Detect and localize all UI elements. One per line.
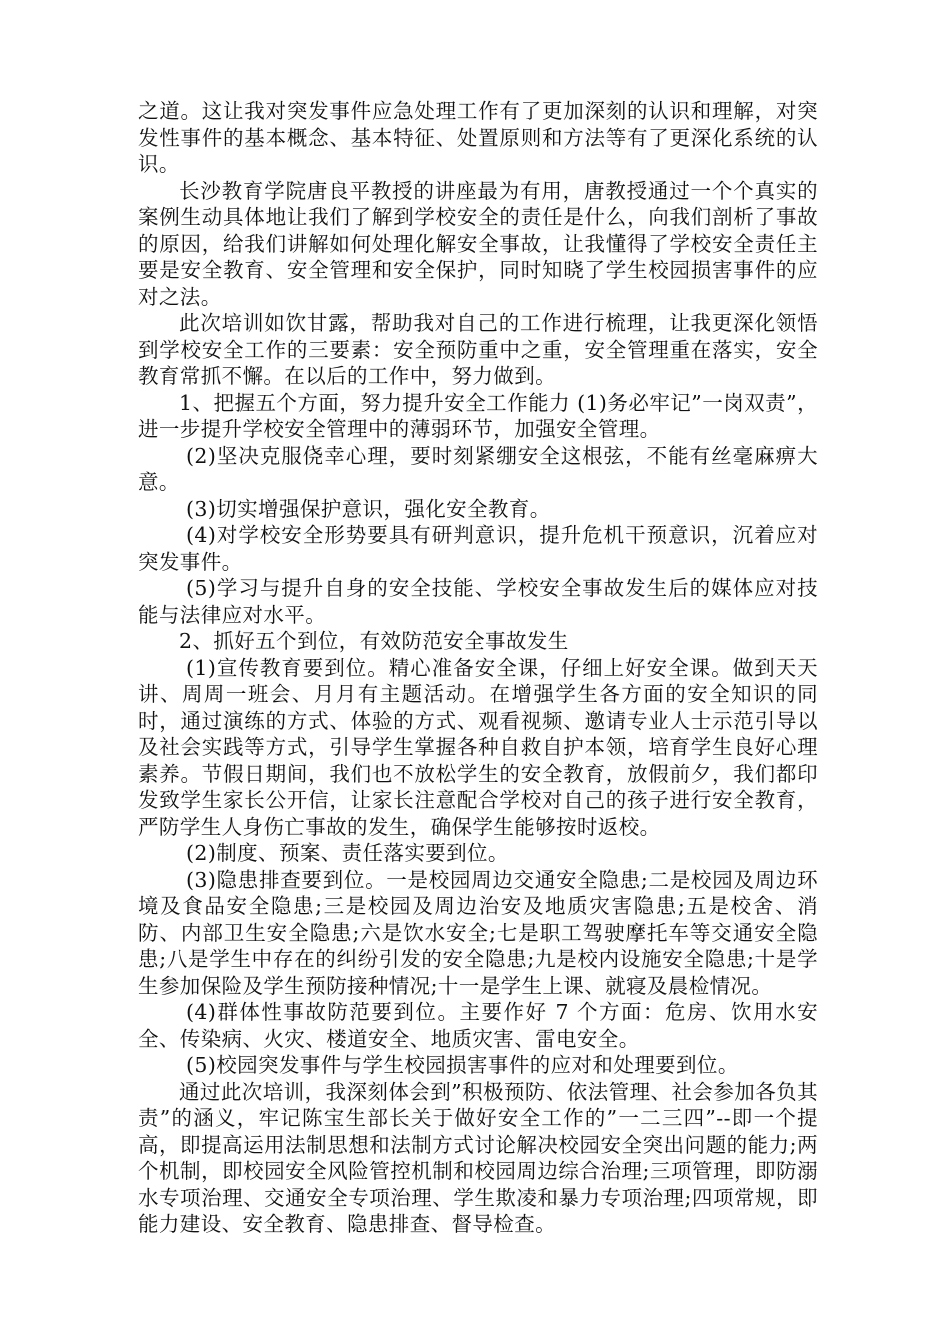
paragraph-section-2-item-3: (3)隐患排查要到位。一是校园周边交通安全隐患;二是校园及周边环境及食品安全隐患;三是校园及周边治安及地质灾害隐患;五是校舍、消防、内部卫生安全隐患;六是饮水安全;七是职工驾驶摩托车等交通安全隐患;八是学生中存在的纠纷引发的安全隐患;九是校内设施安全隐患;十是学生参加保险及学生预防接种情况;十一是学生上课、就寝及晨检情况。 [138,867,818,998]
paragraph-section-1-item-1: 1、把握五个方面，努力提升安全工作能力 (1)务必牢记”一岗双责”，进一步提升学校安全管理中的薄弱环节，加强安全管理。 [138,390,818,441]
paragraph-section-1-item-5: (5)学习与提升自身的安全技能、学校安全事故发生后的媒体应对技能与法律应对水平。 [138,576,818,627]
paragraph-section-1-item-4: (4)对学校安全形势要具有研判意识，提升危机干预意识，沉着应对突发事件。 [138,523,818,574]
paragraph-continuation: 之道。这让我对突发事件应急处理工作有了更加深刻的认识和理解，对突发性事件的基本概念、基本特征、处置原则和方法等有了更深化系统的认识。 [138,99,818,176]
document-body [138,98,818,1238]
paragraph-section-2-item-2: (2)制度、预案、责任落实要到位。 [186,841,509,865]
paragraph-section-2-item-5: (5)校园突发事件与学生校园损害事件的应对和处理要到位。 [186,1053,739,1077]
paragraph-section-1-item-2: (2)坚决克服侥幸心理，要时刻紧绷安全这根弦，不能有丝毫麻痹大意。 [138,443,818,494]
paragraph-section-2-heading: 2、抓好五个到位，有效防范安全事故发生 [179,629,569,653]
paragraph-section-2-item-4: (4)群体性事故防范要到位。主要作好 7 个方面：危房、饮用水安全、传染病、火灾、楼道安全、地质灾害、雷电安全。 [138,1000,818,1051]
paragraph-lecture: 长沙教育学院唐良平教授的讲座最为有用，唐教授通过一个个真实的案例生动具体地让我们了解到学校安全的责任是什么，向我们剖析了事故的原因，给我们讲解如何处理化解安全事故，让我懂得了学校安全责任主要是安全教育、安全管理和安全保护，同时知晓了学生校园损害事件的应对之法。 [138,178,818,309]
paragraph-section-2-item-1: (1)宣传教育要到位。精心准备安全课，仔细上好安全课。做到天天讲、周周一班会、月月有主题活动。在增强学生各方面的安全知识的同时，通过演练的方式、体验的方式、观看视频、邀请专业人士示范引导以及社会实践等方式，引导学生掌握各种自救自护本领，培育学生良好心理素养。节假日期间，我们也不放松学生的安全教育，放假前夕，我们都印发致学生家长公开信，让家长注意配合学校对自己的孩子进行安全教育，严防学生人身伤亡事故的发生，确保学生能够按时返校。 [138,655,818,839]
paragraph-section-1-item-3: (3)切实增强保护意识，强化安全教育。 [186,496,551,521]
paragraph-conclusion: 通过此次培训，我深刻体会到”积极预防、依法管理、社会参加各负其责”的涵义，牢记陈宝生部长关于做好安全工作的”一二三四”--即一个提高，即提高运用法制思想和法制方式讨论解决校园安全突出问题的能力;两个机制，即校园安全风险管控机制和校园周边综合治理;三项管理，即防溺水专项治理、交通安全专项治理、学生欺凌和暴力专项治理;四项常规，即能力建设、安全教育、隐患排查、督导检查。 [138,1079,818,1236]
paragraph-training-summary: 此次培训如饮甘露，帮助我对自己的工作进行梳理，让我更深化领悟到学校安全工作的三要素：安全预防重中之重，安全管理重在落实，安全教育常抓不懈。在以后的工作中，努力做到。 [138,311,818,388]
